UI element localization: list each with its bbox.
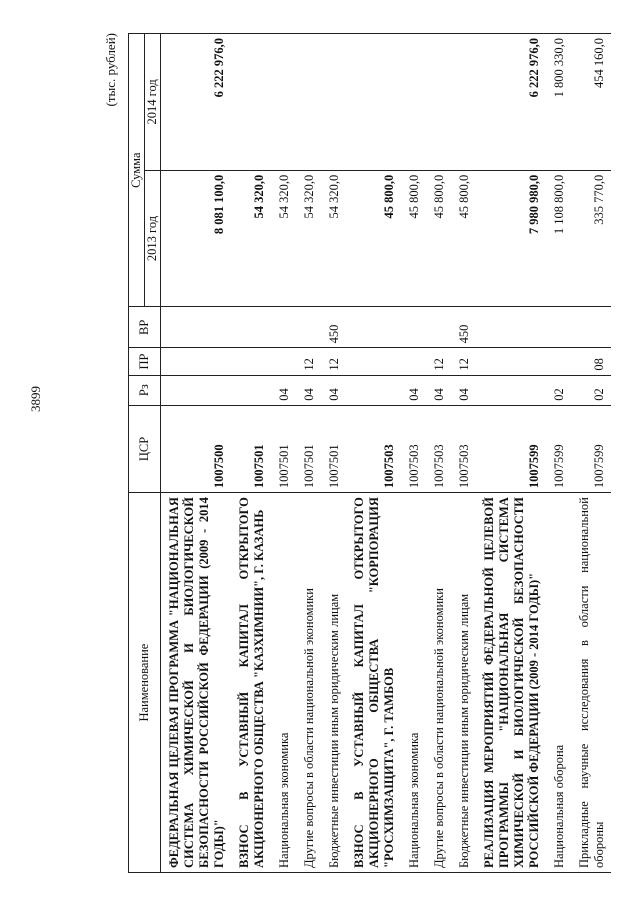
header-rz: Рз (129, 375, 161, 405)
cell-rz (161, 375, 232, 405)
cell-2013: 45 800,0 (451, 170, 476, 307)
cell-2014 (426, 34, 451, 171)
cell-csr: 1007501 (296, 405, 321, 492)
header-2013: 2013 год (145, 170, 161, 307)
cell-csr: 1007503 (346, 405, 401, 492)
cell-csr: 1007599 (571, 405, 611, 492)
page-number: 3899 (28, 386, 43, 412)
table-row (161, 34, 232, 873)
cell-vr: 450 (321, 307, 346, 348)
cell-csr: 1007503 (426, 405, 451, 492)
cell-name: Бюджетные инвестиции иным юридическим лицам (321, 493, 346, 873)
cell-pr: 12 (451, 348, 476, 375)
cell-name: Национальная экономика (401, 493, 426, 873)
cell-name: РЕАЛИЗАЦИЯ МЕРОПРИЯТИЙ ФЕДЕРАЛЬНОЙ ЦЕЛЕВОЙ ПРОГРАММЫ "НАЦИОНАЛЬНАЯ СИСТЕМА ХИМИЧЕСКОЙ И БИОЛОГИЧЕСКОЙ БЕЗОПАСНОСТИ РОССИЙСКОЙ ФЕДЕРАЦИИ (2009 - 2014 ГОДЫ)" (476, 493, 546, 873)
header-name: Наименование (129, 493, 161, 873)
cell-name: ВЗНОС В УСТАВНЫЙ КАПИТАЛ ОТКРЫТОГО АКЦИОНЕРНОГО ОБЩЕСТВА "КАЗХИМНИИ", Г. КАЗАНЬ (231, 493, 271, 873)
table-row (321, 34, 346, 873)
cell-name: Прикладные научные исследования в области национальной обороны (571, 493, 611, 873)
cell-pr: 12 (426, 348, 451, 375)
cell-vr (296, 307, 321, 348)
cell-vr (231, 307, 271, 348)
table-row (346, 34, 401, 873)
cell-name: Бюджетные инвестиции иным юридическим лицам (451, 493, 476, 873)
cell-csr: 1007500 (161, 405, 232, 492)
cell-2013: 45 800,0 (346, 170, 401, 307)
cell-pr: 08 (571, 348, 611, 375)
table-row (546, 34, 571, 873)
cell-2013: 54 320,0 (271, 170, 296, 307)
cell-pr (346, 348, 401, 375)
cell-pr (476, 348, 546, 375)
cell-csr: 1007501 (321, 405, 346, 492)
cell-2014: 1 800 330,0 (546, 34, 571, 171)
cell-rz: 04 (271, 375, 296, 405)
cell-rz (231, 375, 271, 405)
table-row (271, 34, 296, 873)
cell-rz: 02 (571, 375, 611, 405)
cell-vr (476, 307, 546, 348)
cell-vr (161, 307, 232, 348)
table-row (426, 34, 451, 873)
header-sum: Сумма (129, 34, 145, 307)
budget-table (128, 33, 611, 873)
cell-csr: 1007599 (546, 405, 571, 492)
header-pr: ПР (129, 348, 161, 375)
cell-vr (546, 307, 571, 348)
table-row (401, 34, 426, 873)
cell-name: ВЗНОС В УСТАВНЫЙ КАПИТАЛ ОТКРЫТОГО АКЦИОНЕРНОГО ОБЩЕСТВА "КОРПОРАЦИЯ "РОСХИМЗАЩИТА", Г. ТАМБОВ (346, 493, 401, 873)
cell-csr: 1007503 (451, 405, 476, 492)
cell-2013: 45 800,0 (426, 170, 451, 307)
cell-2013: 45 800,0 (401, 170, 426, 307)
cell-name: Национальная экономика (271, 493, 296, 873)
cell-2014 (296, 34, 321, 171)
cell-pr (231, 348, 271, 375)
cell-2013: 8 081 100,0 (161, 170, 232, 307)
cell-vr: 450 (451, 307, 476, 348)
cell-2013: 7 980 980,0 (476, 170, 546, 307)
cell-pr (271, 348, 296, 375)
table-row (571, 34, 611, 873)
table-row (231, 34, 271, 873)
cell-pr (401, 348, 426, 375)
cell-csr: 1007503 (401, 405, 426, 492)
cell-2014 (346, 34, 401, 171)
cell-csr: 1007599 (476, 405, 546, 492)
budget-table-sheet (103, 33, 606, 873)
cell-2014: 6 222 976,0 (161, 34, 232, 171)
cell-csr: 1007501 (271, 405, 296, 492)
cell-2013: 54 320,0 (231, 170, 271, 307)
table-body (161, 34, 612, 873)
cell-vr (271, 307, 296, 348)
cell-vr (426, 307, 451, 348)
table-row (476, 34, 546, 873)
cell-pr (546, 348, 571, 375)
cell-2014: 454 160,0 (571, 34, 611, 171)
cell-csr: 1007501 (231, 405, 271, 492)
cell-2013: 54 320,0 (296, 170, 321, 307)
cell-rz: 04 (426, 375, 451, 405)
cell-2013: 54 320,0 (321, 170, 346, 307)
header-csr: ЦСР (129, 405, 161, 492)
cell-name: Национальная оборона (546, 493, 571, 873)
cell-2013: 335 770,0 (571, 170, 611, 307)
header-2014: 2014 год (145, 34, 161, 171)
units-label: (тыс. рублей) (103, 33, 118, 107)
cell-rz: 04 (401, 375, 426, 405)
cell-name: Другие вопросы в области национальной экономики (296, 493, 321, 873)
cell-pr: 12 (296, 348, 321, 375)
cell-rz (476, 375, 546, 405)
table-row (296, 34, 321, 873)
cell-vr (401, 307, 426, 348)
header-vr: ВР (129, 307, 161, 348)
cell-2014: 6 222 976,0 (476, 34, 546, 171)
cell-2014 (451, 34, 476, 171)
cell-rz: 04 (451, 375, 476, 405)
cell-vr (571, 307, 611, 348)
cell-rz (346, 375, 401, 405)
cell-vr (346, 307, 401, 348)
cell-2013: 1 108 800,0 (546, 170, 571, 307)
cell-name: ФЕДЕРАЛЬНАЯ ЦЕЛЕВАЯ ПРОГРАММА "НАЦИОНАЛЬНАЯ СИСТЕМА ХИМИЧЕСКОЙ И БИОЛОГИЧЕСКОЙ БЕЗОПАСНОСТИ РОССИЙСКОЙ ФЕДЕРАЦИИ (2009 - 2014 ГОДЫ)" (161, 493, 232, 873)
cell-rz: 02 (546, 375, 571, 405)
cell-pr (161, 348, 232, 375)
cell-rz: 04 (296, 375, 321, 405)
cell-rz: 04 (321, 375, 346, 405)
cell-2014 (401, 34, 426, 171)
cell-2014 (321, 34, 346, 171)
cell-2014 (231, 34, 271, 171)
cell-name: Другие вопросы в области национальной экономики (426, 493, 451, 873)
cell-pr: 12 (321, 348, 346, 375)
table-row (451, 34, 476, 873)
cell-2014 (271, 34, 296, 171)
